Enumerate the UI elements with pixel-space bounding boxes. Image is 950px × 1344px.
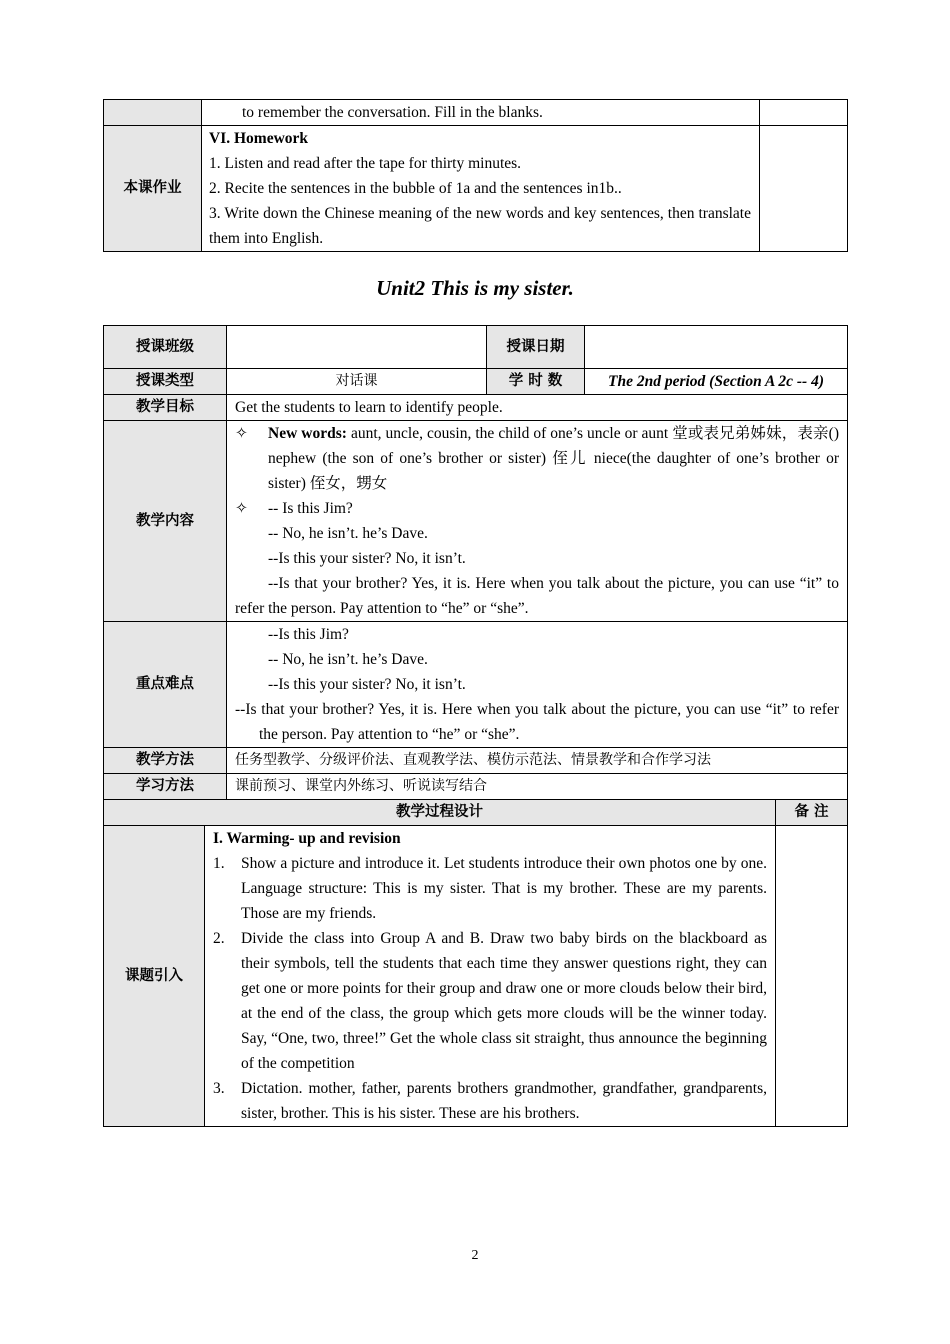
warmup-item: 2. Divide the class into Group A and B. Draw two baby birds on the blackboard as their symbols, tell the students that each time they answer questions right, they can get one or more points for their group and draw one or more clouds below their bird, at the end of the class, the group which gets more clouds will be the winner today. Say, “One, two, three!” Get the whole class sit straight, thus announce the beginning of the competition — [213, 930, 767, 1072]
dialogue-line: -- No, he isn’t. he’s Dave. — [268, 525, 428, 542]
date-label: 授课日期 — [487, 326, 585, 369]
key-cell — [227, 622, 848, 748]
study-row — [104, 774, 848, 800]
homework-title: VI. Homework — [209, 130, 309, 147]
diamond-bullet-icon: ✧ — [235, 425, 248, 442]
class-value — [227, 326, 487, 369]
new-words-label: New words: — [268, 425, 347, 442]
hours-label: 学 时 数 — [487, 369, 585, 395]
intro-row — [104, 826, 848, 1127]
intro-notes-cell — [776, 826, 848, 1127]
dialogue-line: --Is that your brother? Yes, it is. Here when you talk about the picture, you can use “it” to refer the person. Pay attention to “he” or “she”. — [235, 575, 839, 617]
homework-table — [103, 99, 848, 252]
warmup-item: 1. Show a picture and introduce it. Let students introduce their own photos one by one. Language structure: This is my sister. That is my brother. These are my parents. Those are my friends. — [213, 855, 767, 922]
diamond-bullet-icon: ✧ — [235, 500, 248, 517]
continued-text: to remember the conversation. Fill in the blanks. — [202, 100, 760, 126]
new-words-block — [235, 421, 839, 496]
key-line: -- No, he isn’t. he’s Dave. — [268, 651, 428, 668]
content-label: 教学内容 — [104, 421, 227, 622]
notes-cell — [760, 126, 848, 252]
process-label: 教学过程设计 — [104, 800, 776, 826]
warmup-item: 3. Dictation. mother, father, parents brothers grandmother, grandfather, grandparents, sister, brother. This is his sister. These are his brothers. — [213, 1080, 767, 1122]
type-value: 对话课 — [227, 369, 487, 395]
homework-label: 本课作业 — [104, 126, 202, 252]
homework-item: 1. Listen and read after the tape for thirty minutes. — [209, 155, 522, 172]
type-row — [104, 369, 848, 395]
continuation-row — [104, 100, 848, 126]
study-value: 课前预习、课堂内外练习、听说读写结合 — [227, 774, 848, 800]
dialogue-line: --Is this your sister? No, it isn’t. — [268, 550, 466, 567]
intro-cell — [205, 826, 776, 1127]
hours-value: The 2nd period (Section A 2c -- 4) — [585, 369, 848, 395]
goal-value: Get the students to learn to identify people. — [227, 395, 848, 421]
method-value: 任务型教学、分级评价法、直观教学法、模仿示范法、情景教学和合作学习法 — [227, 748, 848, 774]
page-number: 2 — [471, 1248, 479, 1263]
key-line: --Is this Jim? — [268, 626, 349, 643]
key-points-row — [104, 622, 848, 748]
content-row — [104, 421, 848, 622]
method-row — [104, 748, 848, 774]
key-label: 重点难点 — [104, 622, 227, 748]
process-header-row — [104, 800, 848, 826]
homework-content — [202, 126, 760, 252]
unit-title: Unit2 This is my sister. — [376, 276, 574, 300]
goal-row — [104, 395, 848, 421]
lesson-plan-table — [103, 325, 848, 1127]
date-value — [585, 326, 848, 369]
method-label: 教学方法 — [104, 748, 227, 774]
class-date-row — [104, 326, 848, 369]
notes-label: 备 注 — [776, 800, 848, 826]
class-label: 授课班级 — [104, 326, 227, 369]
homework-item: 3. Write down the Chinese meaning of the new words and key sentences, then translate them into English. — [209, 205, 751, 247]
notes-cell — [760, 100, 848, 126]
empty-label-cell — [104, 100, 202, 126]
goal-label: 教学目标 — [104, 395, 227, 421]
new-words-text: aunt, uncle, cousin, the child of one’s uncle or aunt 堂或表兄弟姊妹，表亲() nephew (the son of one’s brother or sister) 侄儿 niece(the daughter of one’s brother or sister) 侄女，甥女 — [268, 425, 840, 492]
dialogue-line: ✧ -- Is this Jim? — [235, 496, 839, 521]
warmup-title: I. Warming- up and revision — [213, 830, 401, 847]
homework-row — [104, 126, 848, 252]
content-cell — [227, 421, 848, 622]
study-label: 学习方法 — [104, 774, 227, 800]
homework-item: 2. Recite the sentences in the bubble of 1a and the sentences in1b.. — [209, 180, 622, 197]
intro-label: 课题引入 — [104, 826, 205, 1127]
key-line: --Is this your sister? No, it isn’t. — [268, 676, 466, 693]
key-line: --Is that your brother? Yes, it is. Here when you talk about the picture, you can use “it” to refer the person. Pay attention to “he” or “she”. — [235, 701, 839, 743]
type-label: 授课类型 — [104, 369, 227, 395]
